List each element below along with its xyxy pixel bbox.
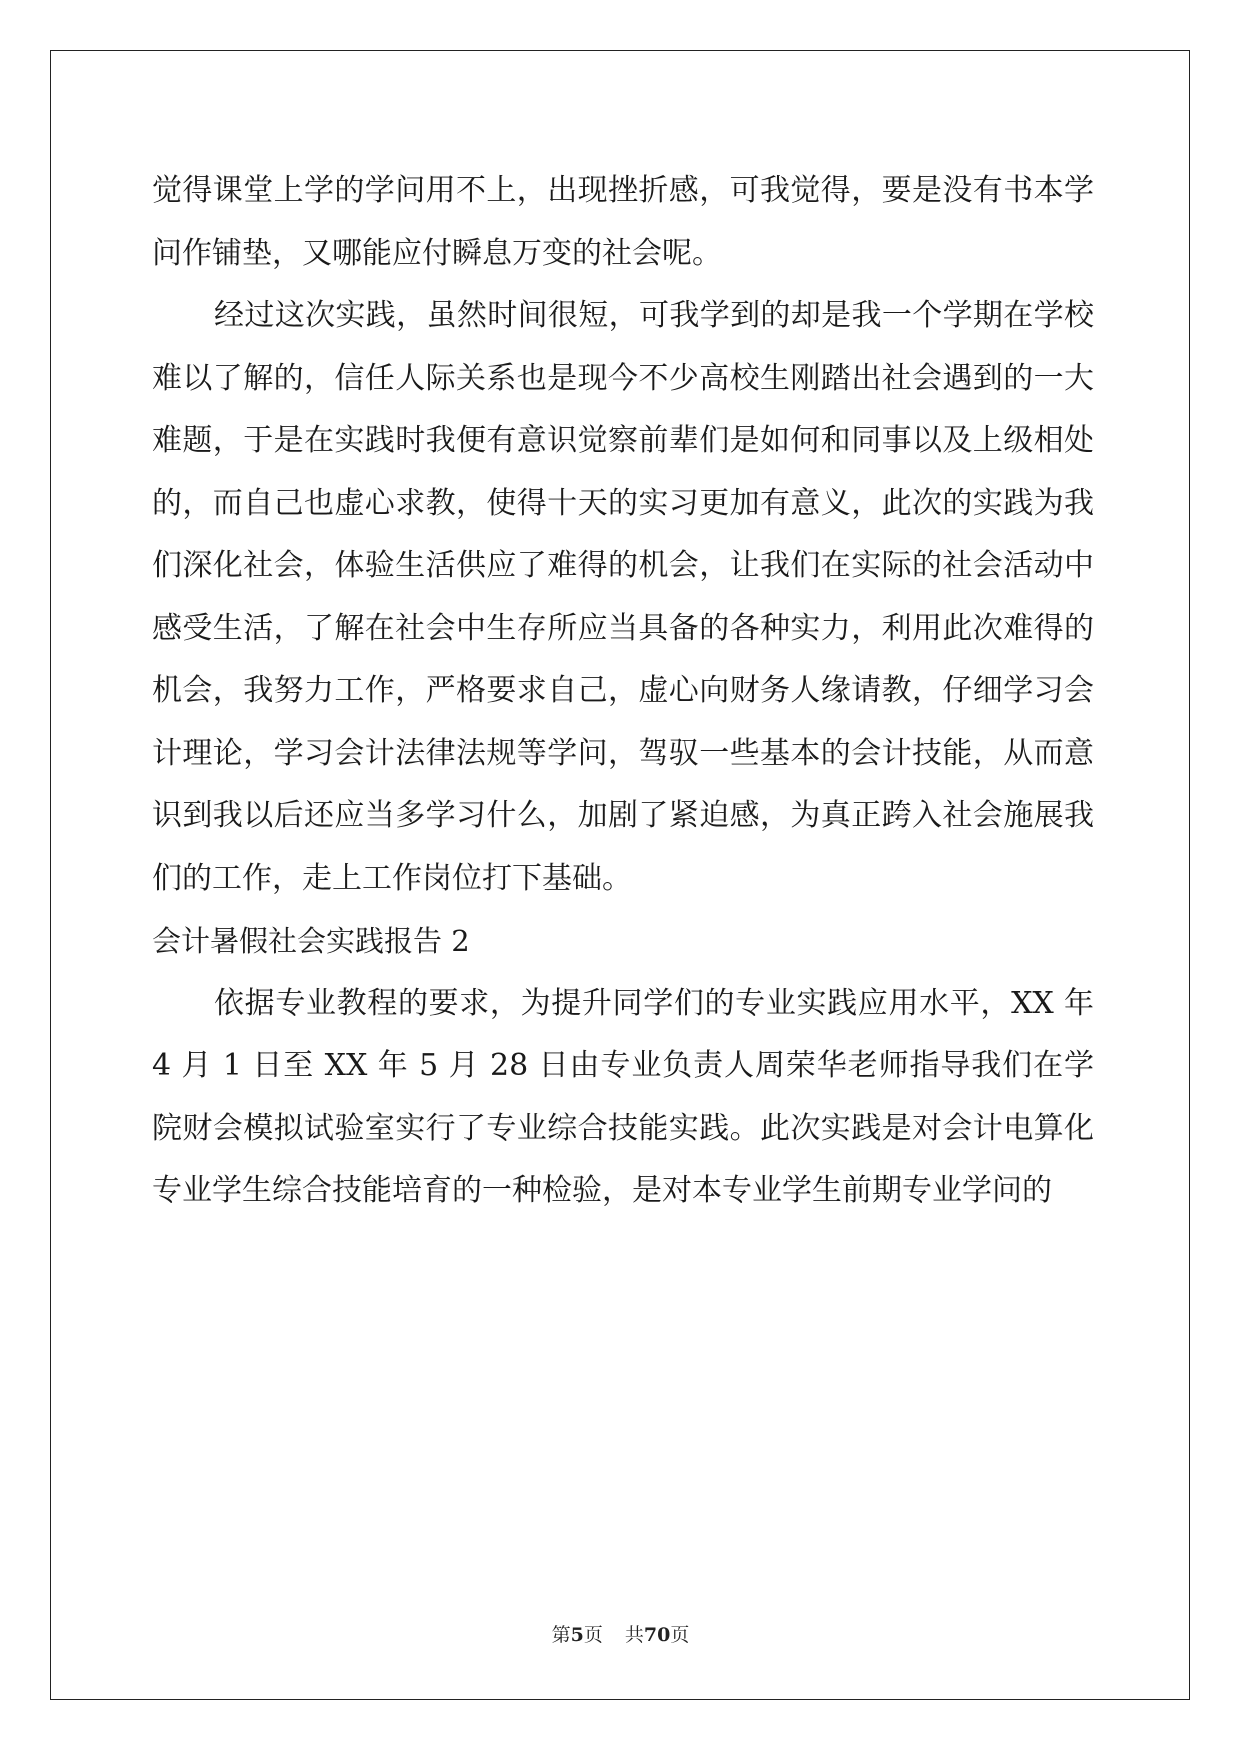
paragraph-practice-reflection: 经过这次实践，虽然时间很短，可我学到的却是我一个学期在学校难以了解的，信任人际关系也是现今不少高校生刚踏出社会遇到的一大难题，于是在实践时我便有意识觉察前辈们是如何和同事以及上级相处的，而自己也虚心求教，使得十天的实习更加有意义，此次的实践为我们深化社会，体验生活供应了难得的机会，让我们在实际的社会活动中感受生活，了解在社会中生存所应当具备的各种实力，利用此次难得的机会，我努力工作，严格要求自己，虚心向财务人缘请教，仔细学习会计理论，学习会计法律法规等学问，驾驭一些基本的会计技能，从而意识到我以后还应当多学习什么，加剧了紧迫感，为真正跨入社会施展我们的工作，走上工作岗位打下基础。 [152, 298, 1094, 896]
page-prefix: 第 [551, 1624, 571, 1646]
total-suffix: 页 [670, 1624, 690, 1646]
paragraph-section-intro: 依据专业教程的要求，为提升同学们的专业实践应用水平，XX 年 4 月 1 日至 XX 年 5 月 28 日由专业负责人周荣华老师指导我们在学院财会模拟试验室实行了专业综合技能实践。此次实践是对会计电算化专业学生综合技能培育的一种检验，是对本专业学生前期专业学问的 [152, 985, 1094, 1208]
page-suffix: 页 [583, 1624, 603, 1646]
total-prefix: 共 [624, 1624, 644, 1646]
section-heading: 会计暑假社会实践报告 2 [152, 924, 470, 958]
paragraph-continuation: 觉得课堂上学的学问用不上，出现挫折感，可我觉得，要是没有书本学问作铺垫，又哪能应付瞬息万变的社会呢。 [152, 173, 1094, 271]
page-footer [0, 1620, 1241, 1647]
total-pages: 70 [643, 1624, 671, 1646]
page-number: 5 [570, 1624, 584, 1646]
document-body [152, 160, 1094, 1223]
